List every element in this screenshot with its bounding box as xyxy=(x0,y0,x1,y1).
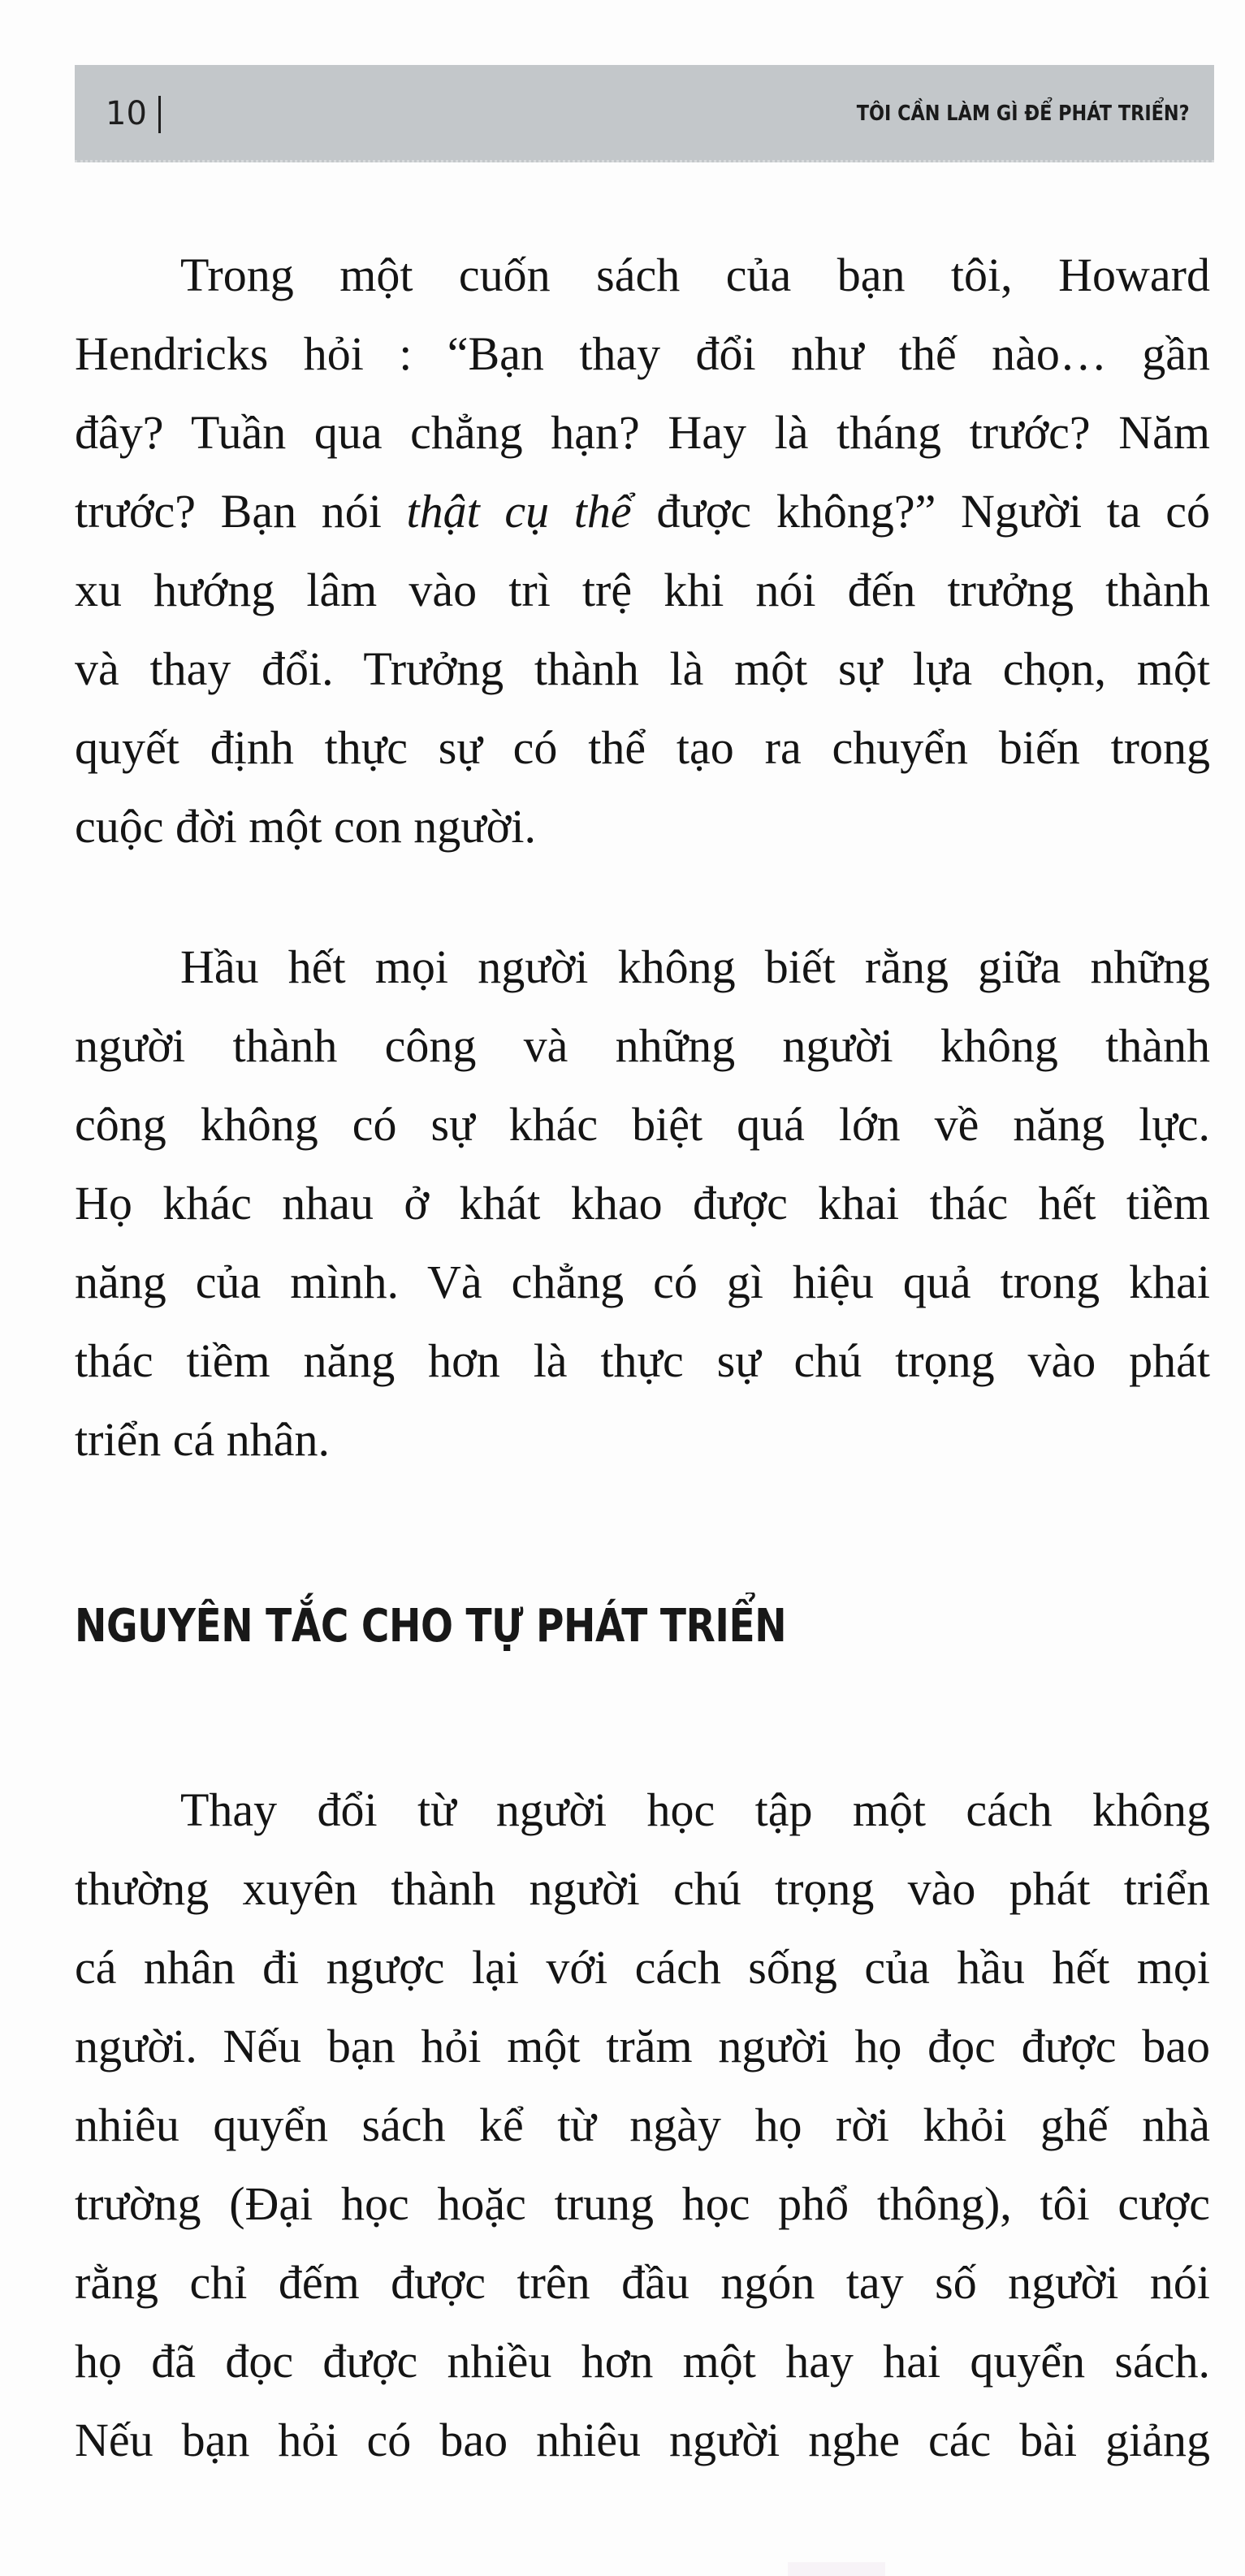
page-number: 10 xyxy=(106,95,147,132)
paragraph-line: cá nhân đi ngược lại với cách sống của hầu hết mọi xyxy=(75,1941,1210,1994)
paragraph-line: họ đã đọc được nhiều hơn một hay hai quyển sách. xyxy=(75,2335,1210,2388)
paragraph-line-with-italic xyxy=(75,472,1210,551)
paragraph-line: thường xuyên thành người chú trọng vào phát triển xyxy=(75,1862,1210,1915)
running-header xyxy=(75,65,1214,162)
paragraph-2 xyxy=(75,927,1210,1479)
paragraph-line: thác tiềm năng hơn là thực sự chú trọng vào phát xyxy=(75,1334,1210,1387)
paragraph-line: công không có sự khác biệt quá lớn về năng lực. xyxy=(75,1098,1210,1151)
paragraph-line: và thay đổi. Trưởng thành là một sự lựa chọn, một xyxy=(75,642,1210,695)
paragraph-line: triển cá nhân. xyxy=(75,1413,331,1466)
paragraph-line: Trong một cuốn sách của bạn tôi, Howard xyxy=(180,249,1210,301)
paragraph-line: người thành công và những người không thành xyxy=(75,1019,1210,1072)
paragraph-line: Nếu bạn hỏi có bao nhiêu người nghe các bài giảng xyxy=(75,2414,1210,2466)
paragraph-1 xyxy=(75,236,1210,866)
line-start: trước? Bạn nói xyxy=(75,485,407,538)
paragraph-line: trường (Đại học hoặc trung học phổ thông), tôi cược xyxy=(75,2177,1210,2230)
paragraph-line: Họ khác nhau ở khát khao được khai thác hết tiềm xyxy=(75,1177,1210,1230)
paragraph-line: xu hướng lâm vào trì trệ khi nói đến trưởng thành xyxy=(75,564,1210,616)
paragraph-3 xyxy=(75,1770,1210,2479)
paragraph-line: Hầu hết mọi người không biết rằng giữa những xyxy=(180,940,1210,993)
chapter-title: TÔI CẦN LÀM GÌ ĐỂ PHÁT TRIỂN? xyxy=(857,102,1190,126)
paragraph-line: cuộc đời một con người. xyxy=(75,800,536,853)
italic-emphasis: thật cụ thể xyxy=(406,485,632,538)
line-end: được không?” Người ta có xyxy=(631,485,1210,538)
paragraph-line: người. Nếu bạn hỏi một trăm người họ đọc được bao xyxy=(75,2020,1210,2072)
paragraph-line: Thay đổi từ người học tập một cách không xyxy=(180,1783,1210,1836)
header-divider xyxy=(158,96,161,133)
section-heading: NGUYÊN TẮC CHO TỰ PHÁT TRIỂN xyxy=(75,1600,787,1653)
paragraph-line: đây? Tuần qua chẳng hạn? Hay là tháng trước? Năm xyxy=(75,406,1210,459)
scan-artifact xyxy=(788,2562,885,2576)
paragraph-line: năng của mình. Và chẳng có gì hiệu quả trong khai xyxy=(75,1256,1210,1308)
paragraph-line: Hendricks hỏi : “Bạn thay đổi như thế nào… gần xyxy=(75,327,1210,380)
paragraph-line: rằng chỉ đếm được trên đầu ngón tay số người nói xyxy=(75,2256,1210,2309)
paragraph-line: nhiêu quyển sách kể từ ngày họ rời khỏi ghế nhà xyxy=(75,2098,1210,2151)
paragraph-line: quyết định thực sự có thể tạo ra chuyển biến trong xyxy=(75,721,1210,774)
